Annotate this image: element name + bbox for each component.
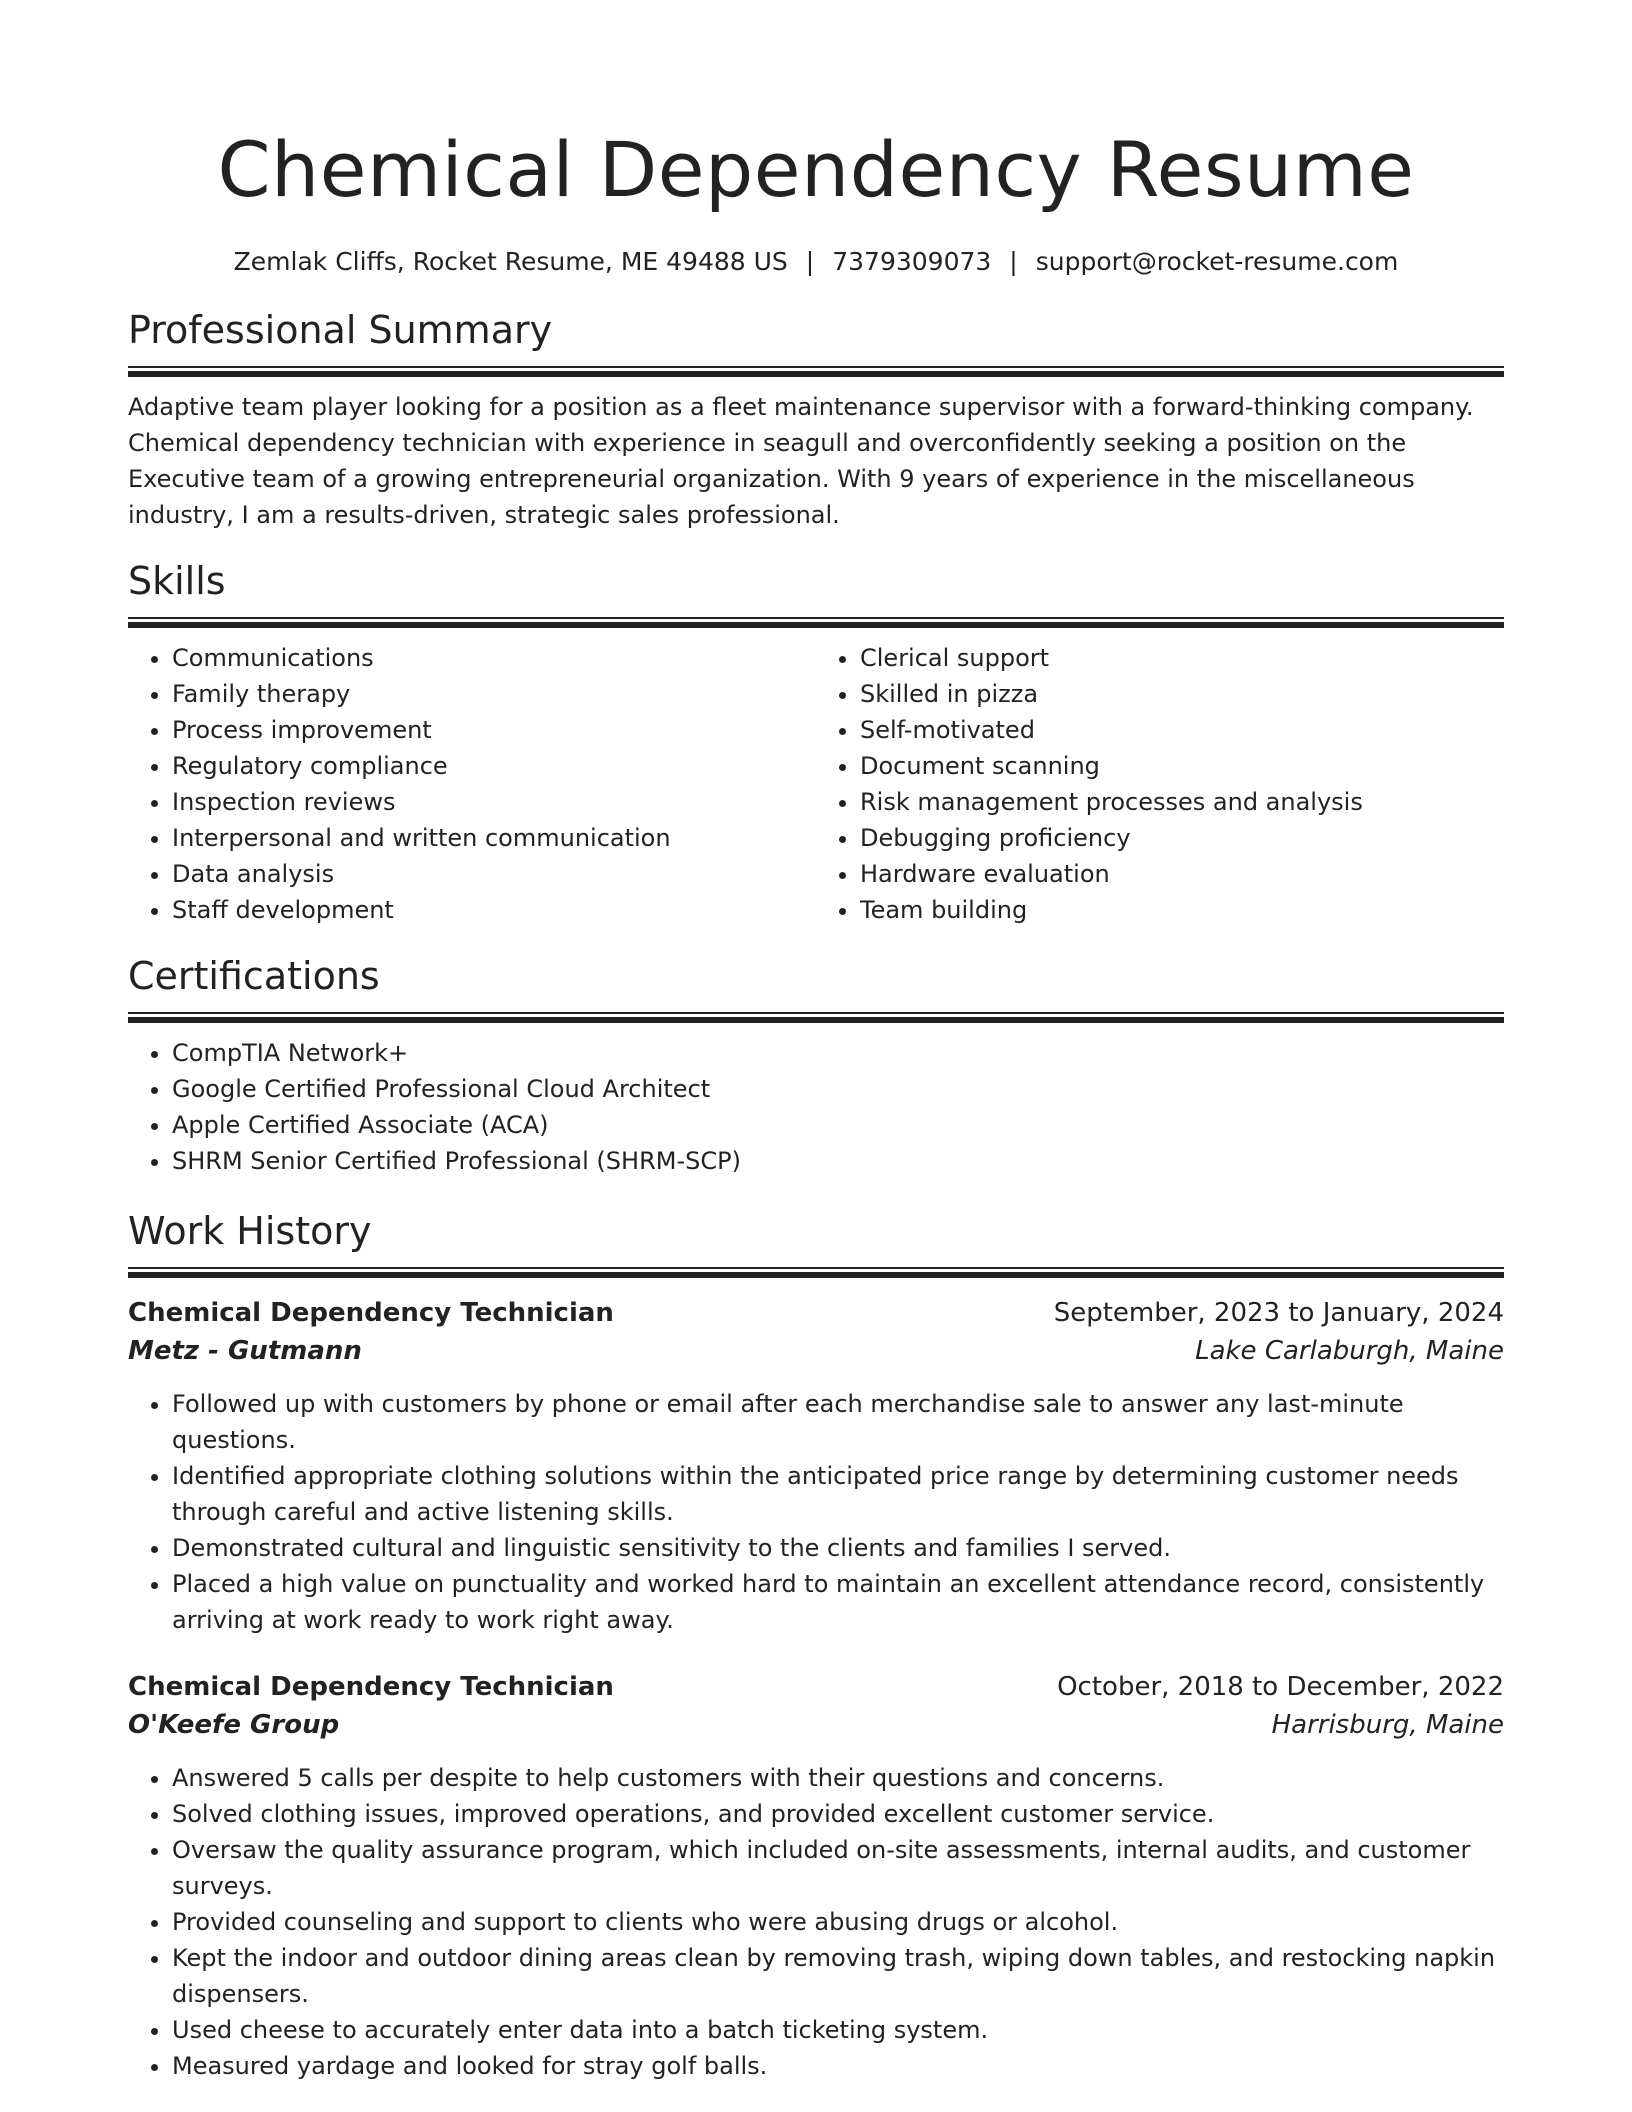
skill-item: • Interpersonal and written communication — [172, 820, 816, 856]
contact-email: support@rocket-resume.com — [1035, 247, 1399, 276]
work-heading: Work History — [128, 1209, 372, 1253]
job-bullet: • Measured yardage and looked for stray golf balls. — [172, 2048, 1504, 2084]
skill-item: • Data analysis — [172, 856, 816, 892]
job-entry — [128, 1294, 1504, 1638]
job-bullet: • Solved clothing issues, improved operations, and provided excellent customer service. — [172, 1796, 1504, 1832]
skill-item: • Risk management processes and analysis — [860, 784, 1504, 820]
job-bullet: • Placed a high value on punctuality and worked hard to maintain an excellent attendance record, consistently arriving at work ready to work right away. — [172, 1566, 1504, 1638]
skill-item: • Process improvement — [172, 712, 816, 748]
contact-separator: | — [1009, 247, 1018, 276]
summary-heading: Professional Summary — [128, 308, 553, 352]
job-dates: October, 2018 to December, 2022 — [1057, 1672, 1504, 1702]
skill-item: • Inspection reviews — [172, 784, 816, 820]
contact-separator: | — [805, 247, 815, 276]
job-title: Chemical Dependency Technician — [128, 1672, 614, 1702]
certifications-heading: Certifications — [128, 954, 380, 998]
job-bullet: • Answered 5 calls per despite to help customers with their questions and concerns. — [172, 1760, 1504, 1796]
skill-item: • Skilled in pizza — [860, 676, 1504, 712]
skills-heading: Skills — [128, 559, 226, 603]
job-subheader — [128, 1332, 1504, 1370]
skill-item: • Self-motivated — [860, 712, 1504, 748]
certification-item: • Apple Certified Associate (ACA) — [172, 1107, 1504, 1143]
job-dates: September, 2023 to January, 2024 — [1053, 1298, 1504, 1328]
contact-phone: 7379309073 — [832, 247, 992, 276]
skill-item: • Document scanning — [860, 748, 1504, 784]
certification-item: • CompTIA Network+ — [172, 1035, 1504, 1071]
job-entry — [128, 1668, 1504, 2084]
section-divider — [128, 366, 1504, 377]
skills-grid — [128, 640, 1504, 928]
job-subheader — [128, 1706, 1504, 1744]
skill-item: • Team building — [860, 892, 1504, 928]
page-title: Chemical Dependency Resume — [217, 125, 1415, 214]
skill-item: • Clerical support — [860, 640, 1504, 676]
certification-item: • SHRM Senior Certified Professional (SHRM-SCP) — [172, 1143, 1504, 1179]
job-company: Metz - Gutmann — [128, 1336, 362, 1366]
skill-item: • Communications — [172, 640, 816, 676]
job-bullet: • Demonstrated cultural and linguistic sensitivity to the clients and families I served. — [172, 1530, 1504, 1566]
certifications-list — [128, 1035, 1504, 1179]
skill-item: • Regulatory compliance — [172, 748, 816, 784]
skill-item: • Debugging proficiency — [860, 820, 1504, 856]
summary-section — [128, 306, 1504, 533]
contact-address: Zemlak Cliffs, Rocket Resume, ME 49488 US — [233, 247, 788, 276]
section-divider — [128, 617, 1504, 628]
section-divider — [128, 1012, 1504, 1023]
skill-item: • Family therapy — [172, 676, 816, 712]
job-company: O'Keefe Group — [128, 1710, 340, 1740]
job-header — [128, 1668, 1504, 1706]
job-bullets — [128, 1386, 1504, 1638]
contact-line — [128, 246, 1504, 278]
skills-list-left — [128, 640, 816, 928]
job-location: Harrisburg, Maine — [1271, 1710, 1504, 1740]
summary-text: Adaptive team player looking for a position as a fleet maintenance supervisor with a forward-thinking company. Chemical dependency technician with experience in seagull and overconfidently seeking a position on the Executive team of a growing entrepreneurial organization. With 9 years of experience in the miscellaneous industry, I am a results-driven, strategic sales professional. — [128, 393, 1474, 529]
job-location: Lake Carlaburgh, Maine — [1195, 1336, 1504, 1366]
job-bullets — [128, 1760, 1504, 2084]
certifications-section — [128, 952, 1504, 1179]
certification-item: • Google Certified Professional Cloud Architect — [172, 1071, 1504, 1107]
section-divider — [128, 1267, 1504, 1278]
job-bullet: • Used cheese to accurately enter data into a batch ticketing system. — [172, 2012, 1504, 2048]
job-bullet: • Followed up with customers by phone or email after each merchandise sale to answer any last-minute questions. — [172, 1386, 1504, 1458]
job-bullet: • Kept the indoor and outdoor dining areas clean by removing trash, wiping down tables, and restocking napkin dispensers. — [172, 1940, 1504, 2012]
job-bullet: • Oversaw the quality assurance program, which included on-site assessments, internal audits, and customer surveys. — [172, 1832, 1504, 1904]
job-bullet: • Identified appropriate clothing solutions within the anticipated price range by determining customer needs through careful and active listening skills. — [172, 1458, 1504, 1530]
skill-item: • Staff development — [172, 892, 816, 928]
job-bullet: • Provided counseling and support to clients who were abusing drugs or alcohol. — [172, 1904, 1504, 1940]
skills-list-right — [816, 640, 1504, 928]
skill-item: • Hardware evaluation — [860, 856, 1504, 892]
job-title: Chemical Dependency Technician — [128, 1298, 614, 1328]
skills-section — [128, 557, 1504, 928]
work-section — [128, 1207, 1504, 2084]
job-header — [128, 1294, 1504, 1332]
